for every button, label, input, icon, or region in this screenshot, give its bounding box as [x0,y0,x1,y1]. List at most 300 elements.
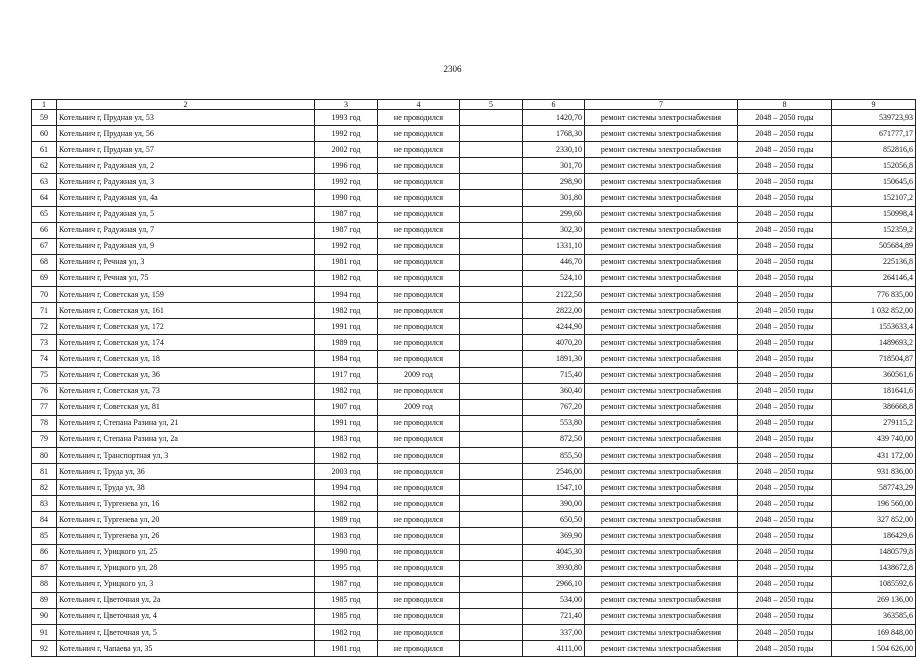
cell-cost: 360561,6 [832,367,916,383]
cell-work-type: ремонт системы электроснабжения [585,158,738,174]
cell-work-type: ремонт системы электроснабжения [585,254,738,270]
cell-work-type: ремонт системы электроснабжения [585,303,738,319]
cell-empty-column [460,560,523,576]
cell-cost: 150998,4 [832,206,916,222]
table-row [32,190,916,206]
cell-period: 2048 – 2050 годы [738,431,832,447]
cell-period: 2048 – 2050 годы [738,254,832,270]
cell-area: 2822,00 [523,303,585,319]
cell-empty-column [460,287,523,303]
cell-address: Котельнич г, Труда ул, 36 [57,464,315,480]
column-header-4: 4 [378,100,460,110]
cell-row-number: 69 [32,270,57,286]
cell-last-repair-year: не проводился [378,592,460,608]
table-row [32,560,916,576]
table-row [32,287,916,303]
cell-address: Котельнич г, Тургенева ул, 16 [57,496,315,512]
cell-address: Котельнич г, Урицкого ул, 3 [57,576,315,592]
cell-cost: 386668,8 [832,399,916,415]
cell-empty-column [460,512,523,528]
cell-period: 2048 – 2050 годы [738,270,832,286]
cell-work-type: ремонт системы электроснабжения [585,383,738,399]
cell-period: 2048 – 2050 годы [738,496,832,512]
cell-cost: 1085592,6 [832,576,916,592]
table-row [32,270,916,286]
cell-row-number: 88 [32,576,57,592]
cell-period: 2048 – 2050 годы [738,544,832,560]
table-row [32,254,916,270]
cell-empty-column [460,110,523,126]
cell-cost: 439 740,00 [832,431,916,447]
cell-area: 301,70 [523,158,585,174]
table-row [32,319,916,335]
cell-empty-column [460,254,523,270]
table-row [32,431,916,447]
cell-work-type: ремонт системы электроснабжения [585,415,738,431]
cell-work-type: ремонт системы электроснабжения [585,319,738,335]
cell-cost: 931 836,00 [832,464,916,480]
table-row [32,367,916,383]
table-body [32,110,916,657]
column-header-2: 2 [57,100,315,110]
cell-empty-column [460,528,523,544]
cell-work-type: ремонт системы электроснабжения [585,480,738,496]
cell-construction-year: 1992 год [315,174,378,190]
table-row [32,447,916,463]
cell-address: Котельнич г, Советская ул, 172 [57,319,315,335]
cell-last-repair-year: не проводился [378,608,460,624]
table-row [32,544,916,560]
cell-address: Котельнич г, Советская ул, 159 [57,287,315,303]
cell-row-number: 60 [32,126,57,142]
cell-last-repair-year: не проводился [378,287,460,303]
cell-period: 2048 – 2050 годы [738,447,832,463]
cell-area: 446,70 [523,254,585,270]
cell-construction-year: 1989 год [315,512,378,528]
cell-cost: 225136,8 [832,254,916,270]
cell-address: Котельнич г, Радужная ул, 7 [57,222,315,238]
cell-period: 2048 – 2050 годы [738,142,832,158]
table-row [32,222,916,238]
cell-work-type: ремонт системы электроснабжения [585,351,738,367]
cell-last-repair-year: не проводился [378,447,460,463]
cell-cost: 327 852,00 [832,512,916,528]
cell-last-repair-year: 2009 год [378,399,460,415]
cell-row-number: 62 [32,158,57,174]
cell-work-type: ремонт системы электроснабжения [585,625,738,641]
cell-construction-year: 1992 год [315,126,378,142]
cell-work-type: ремонт системы электроснабжения [585,270,738,286]
table-row [32,528,916,544]
cell-construction-year: 1907 год [315,399,378,415]
cell-cost: 1480579,8 [832,544,916,560]
cell-row-number: 85 [32,528,57,544]
cell-period: 2048 – 2050 годы [738,512,832,528]
cell-address: Котельнич г, Советская ул, 161 [57,303,315,319]
table-row [32,415,916,431]
cell-construction-year: 1987 год [315,222,378,238]
cell-period: 2048 – 2050 годы [738,464,832,480]
cell-construction-year: 1990 год [315,190,378,206]
cell-empty-column [460,270,523,286]
cell-area: 301,80 [523,190,585,206]
cell-empty-column [460,431,523,447]
table-row [32,512,916,528]
cell-last-repair-year: не проводился [378,222,460,238]
cell-empty-column [460,367,523,383]
cell-address: Котельнич г, Цветочная ул, 2а [57,592,315,608]
cell-last-repair-year: не проводился [378,206,460,222]
cell-row-number: 79 [32,431,57,447]
cell-last-repair-year: не проводился [378,158,460,174]
cell-row-number: 86 [32,544,57,560]
cell-area: 2546,00 [523,464,585,480]
column-header-5: 5 [460,100,523,110]
cell-cost: 196 560,00 [832,496,916,512]
cell-last-repair-year: не проводился [378,142,460,158]
table-row [32,480,916,496]
cell-construction-year: 1984 год [315,351,378,367]
cell-cost: 587743,29 [832,480,916,496]
cell-cost: 505684,89 [832,238,916,254]
table-header [32,100,916,110]
cell-empty-column [460,335,523,351]
cell-last-repair-year: не проводился [378,270,460,286]
cell-last-repair-year: не проводился [378,383,460,399]
table-row [32,303,916,319]
cell-last-repair-year: не проводился [378,576,460,592]
cell-empty-column [460,238,523,254]
cell-area: 3930,80 [523,560,585,576]
cell-row-number: 76 [32,383,57,399]
cell-area: 721,40 [523,608,585,624]
cell-row-number: 83 [32,496,57,512]
cell-row-number: 70 [32,287,57,303]
cell-period: 2048 – 2050 годы [738,174,832,190]
cell-period: 2048 – 2050 годы [738,608,832,624]
cell-work-type: ремонт системы электроснабжения [585,496,738,512]
cell-work-type: ремонт системы электроснабжения [585,560,738,576]
cell-cost: 1553633,4 [832,319,916,335]
cell-empty-column [460,222,523,238]
cell-period: 2048 – 2050 годы [738,592,832,608]
cell-address: Котельнич г, Радужная ул, 4а [57,190,315,206]
cell-cost: 264146,4 [832,270,916,286]
cell-construction-year: 1994 год [315,287,378,303]
cell-last-repair-year: не проводился [378,625,460,641]
cell-construction-year: 2002 год [315,142,378,158]
table-row [32,592,916,608]
cell-area: 1331,10 [523,238,585,254]
cell-last-repair-year: не проводился [378,190,460,206]
cell-period: 2048 – 2050 годы [738,158,832,174]
cell-work-type: ремонт системы электроснабжения [585,431,738,447]
cell-address: Котельнич г, Прудная ул, 56 [57,126,315,142]
column-header-8: 8 [738,100,832,110]
cell-empty-column [460,625,523,641]
cell-row-number: 74 [32,351,57,367]
header-row [32,100,916,110]
cell-cost: 1438672,8 [832,560,916,576]
column-header-3: 3 [315,100,378,110]
table-row [32,351,916,367]
cell-construction-year: 1917 год [315,367,378,383]
cell-construction-year: 1996 год [315,158,378,174]
cell-construction-year: 1982 год [315,496,378,512]
cell-area: 872,50 [523,431,585,447]
cell-work-type: ремонт системы электроснабжения [585,126,738,142]
cell-period: 2048 – 2050 годы [738,367,832,383]
cell-construction-year: 1991 год [315,415,378,431]
cell-area: 553,80 [523,415,585,431]
cell-empty-column [460,126,523,142]
cell-row-number: 82 [32,480,57,496]
cell-cost: 1 504 626,00 [832,641,916,657]
cell-area: 302,30 [523,222,585,238]
cell-work-type: ремонт системы электроснабжения [585,110,738,126]
cell-area: 534,00 [523,592,585,608]
cell-cost: 169 848,00 [832,625,916,641]
cell-construction-year: 1994 год [315,480,378,496]
table-row [32,496,916,512]
cell-row-number: 77 [32,399,57,415]
table-row [32,576,916,592]
registry-table [31,99,916,657]
table-row [32,383,916,399]
cell-row-number: 63 [32,174,57,190]
cell-work-type: ремонт системы электроснабжения [585,399,738,415]
cell-work-type: ремонт системы электроснабжения [585,287,738,303]
cell-period: 2048 – 2050 годы [738,351,832,367]
cell-work-type: ремонт системы электроснабжения [585,206,738,222]
cell-address: Котельнич г, Цветочная ул, 4 [57,608,315,624]
cell-area: 298,90 [523,174,585,190]
cell-address: Котельнич г, Чапаева ул, 35 [57,641,315,657]
cell-row-number: 68 [32,254,57,270]
cell-empty-column [460,447,523,463]
cell-address: Котельнич г, Советская ул, 81 [57,399,315,415]
cell-row-number: 73 [32,335,57,351]
cell-last-repair-year: не проводился [378,126,460,142]
table-row [32,641,916,657]
column-header-1: 1 [32,100,57,110]
cell-last-repair-year: 2009 год [378,367,460,383]
cell-address: Котельнич г, Советская ул, 36 [57,367,315,383]
table-row [32,142,916,158]
cell-work-type: ремонт системы электроснабжения [585,512,738,528]
cell-cost: 150645,6 [832,174,916,190]
cell-address: Котельнич г, Урицкого ул, 28 [57,560,315,576]
cell-work-type: ремонт системы электроснабжения [585,238,738,254]
cell-empty-column [460,383,523,399]
cell-area: 524,10 [523,270,585,286]
cell-last-repair-year: не проводился [378,415,460,431]
page-number: 2306 [443,64,462,74]
cell-last-repair-year: не проводился [378,496,460,512]
cell-empty-column [460,592,523,608]
cell-address: Котельнич г, Прудная ул, 57 [57,142,315,158]
cell-period: 2048 – 2050 годы [738,319,832,335]
cell-address: Котельнич г, Радужная ул, 9 [57,238,315,254]
cell-work-type: ремонт системы электроснабжения [585,142,738,158]
cell-area: 4244,90 [523,319,585,335]
cell-empty-column [460,641,523,657]
cell-period: 2048 – 2050 годы [738,625,832,641]
cell-period: 2048 – 2050 годы [738,287,832,303]
cell-last-repair-year: не проводился [378,303,460,319]
cell-period: 2048 – 2050 годы [738,335,832,351]
cell-empty-column [460,576,523,592]
cell-row-number: 75 [32,367,57,383]
cell-area: 337,00 [523,625,585,641]
cell-period: 2048 – 2050 годы [738,190,832,206]
cell-row-number: 90 [32,608,57,624]
cell-row-number: 80 [32,447,57,463]
cell-work-type: ремонт системы электроснабжения [585,190,738,206]
cell-row-number: 71 [32,303,57,319]
cell-cost: 152107,2 [832,190,916,206]
cell-work-type: ремонт системы электроснабжения [585,222,738,238]
cell-last-repair-year: не проводился [378,528,460,544]
cell-last-repair-year: не проводился [378,110,460,126]
cell-period: 2048 – 2050 годы [738,303,832,319]
table-row [32,110,916,126]
cell-address: Котельнич г, Урицкого ул, 25 [57,544,315,560]
cell-address: Котельнич г, Цветочная ул, 5 [57,625,315,641]
cell-construction-year: 1993 год [315,110,378,126]
cell-cost: 776 835,00 [832,287,916,303]
cell-work-type: ремонт системы электроснабжения [585,367,738,383]
cell-row-number: 72 [32,319,57,335]
cell-row-number: 65 [32,206,57,222]
cell-construction-year: 1981 год [315,254,378,270]
table-row [32,238,916,254]
cell-area: 1891,30 [523,351,585,367]
cell-construction-year: 1985 год [315,608,378,624]
cell-last-repair-year: не проводился [378,335,460,351]
cell-address: Котельнич г, Радужная ул, 3 [57,174,315,190]
cell-address: Котельнич г, Прудная ул, 53 [57,110,315,126]
cell-empty-column [460,351,523,367]
cell-construction-year: 1982 год [315,383,378,399]
cell-last-repair-year: не проводился [378,254,460,270]
cell-row-number: 64 [32,190,57,206]
cell-address: Котельнич г, Степана Разина ул, 21 [57,415,315,431]
cell-work-type: ремонт системы электроснабжения [585,641,738,657]
cell-work-type: ремонт системы электроснабжения [585,335,738,351]
cell-construction-year: 1990 год [315,544,378,560]
cell-address: Котельнич г, Советская ул, 18 [57,351,315,367]
cell-cost: 269 136,00 [832,592,916,608]
cell-address: Котельнич г, Советская ул, 174 [57,335,315,351]
cell-empty-column [460,480,523,496]
cell-period: 2048 – 2050 годы [738,126,832,142]
cell-period: 2048 – 2050 годы [738,528,832,544]
cell-area: 4111,00 [523,641,585,657]
cell-construction-year: 1982 год [315,303,378,319]
column-header-9: 9 [832,100,916,110]
cell-empty-column [460,158,523,174]
cell-empty-column [460,142,523,158]
cell-construction-year: 1995 год [315,560,378,576]
cell-row-number: 59 [32,110,57,126]
cell-construction-year: 1983 год [315,431,378,447]
cell-cost: 152056,8 [832,158,916,174]
cell-construction-year: 1989 год [315,335,378,351]
cell-work-type: ремонт системы электроснабжения [585,592,738,608]
cell-last-repair-year: не проводился [378,431,460,447]
cell-cost: 852816,6 [832,142,916,158]
cell-empty-column [460,415,523,431]
cell-row-number: 78 [32,415,57,431]
cell-construction-year: 1985 год [315,592,378,608]
cell-last-repair-year: не проводился [378,319,460,335]
table-row [32,399,916,415]
cell-area: 2330,10 [523,142,585,158]
cell-empty-column [460,608,523,624]
cell-address: Котельнич г, Тургенева ул, 20 [57,512,315,528]
cell-cost: 152359,2 [832,222,916,238]
cell-last-repair-year: не проводился [378,238,460,254]
cell-row-number: 61 [32,142,57,158]
cell-period: 2048 – 2050 годы [738,399,832,415]
cell-address: Котельнич г, Степана Разина ул, 2а [57,431,315,447]
table-row [32,174,916,190]
cell-cost: 186429,6 [832,528,916,544]
cell-construction-year: 1982 год [315,625,378,641]
cell-period: 2048 – 2050 годы [738,222,832,238]
cell-construction-year: 1987 год [315,206,378,222]
cell-address: Котельнич г, Советская ул, 73 [57,383,315,399]
cell-area: 360,40 [523,383,585,399]
cell-area: 2966,10 [523,576,585,592]
cell-area: 1547,10 [523,480,585,496]
table-row [32,206,916,222]
cell-row-number: 67 [32,238,57,254]
cell-work-type: ремонт системы электроснабжения [585,447,738,463]
cell-construction-year: 1981 год [315,641,378,657]
cell-construction-year: 1983 год [315,528,378,544]
cell-empty-column [460,399,523,415]
table-row [32,625,916,641]
cell-work-type: ремонт системы электроснабжения [585,544,738,560]
table-row [32,464,916,480]
cell-cost: 718504,87 [832,351,916,367]
cell-work-type: ремонт системы электроснабжения [585,464,738,480]
cell-area: 767,20 [523,399,585,415]
cell-area: 1420,70 [523,110,585,126]
cell-last-repair-year: не проводился [378,512,460,528]
cell-last-repair-year: не проводился [378,351,460,367]
cell-address: Котельнич г, Тургенева ул, 26 [57,528,315,544]
cell-construction-year: 1992 год [315,238,378,254]
cell-period: 2048 – 2050 годы [738,641,832,657]
cell-last-repair-year: не проводился [378,464,460,480]
cell-empty-column [460,174,523,190]
cell-cost: 1 032 852,00 [832,303,916,319]
cell-address: Котельнич г, Труда ул, 38 [57,480,315,496]
cell-period: 2048 – 2050 годы [738,576,832,592]
cell-row-number: 81 [32,464,57,480]
cell-row-number: 84 [32,512,57,528]
table-row [32,158,916,174]
cell-area: 715,40 [523,367,585,383]
cell-construction-year: 2003 год [315,464,378,480]
column-header-6: 6 [523,100,585,110]
cell-address: Котельнич г, Радужная ул, 2 [57,158,315,174]
cell-empty-column [460,303,523,319]
cell-area: 299,60 [523,206,585,222]
